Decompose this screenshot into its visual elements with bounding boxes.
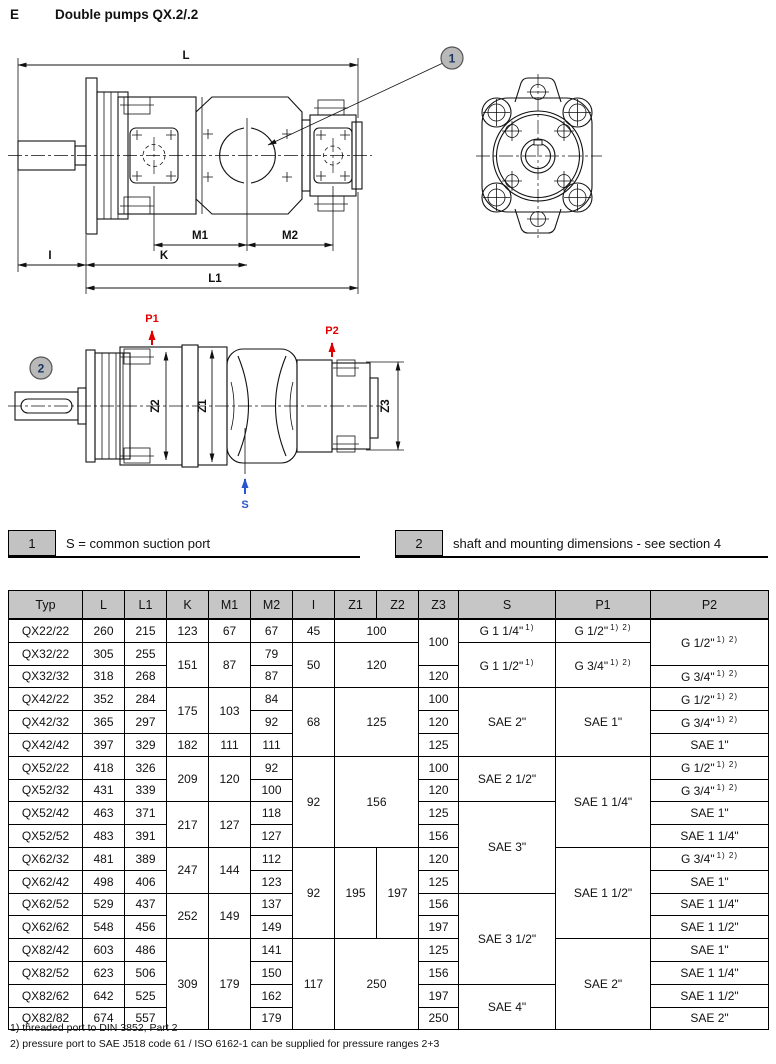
table-cell: 100: [335, 619, 419, 642]
table-cell: 125: [419, 802, 459, 825]
table-cell: 352: [83, 688, 125, 711]
table-cell: 84: [251, 688, 293, 711]
table-cell: 326: [125, 756, 167, 779]
table-cell: 674: [83, 1007, 125, 1030]
table-cell: SAE 1": [651, 802, 769, 825]
footnote-2: 2) pressure port to SAE J518 code 61 / ISO 6162-1 can be supplied for pressure ranges 2+3: [10, 1038, 440, 1050]
table-cell: 100: [419, 756, 459, 779]
table-cell: 197: [377, 847, 419, 938]
col-header-m1: M1: [209, 591, 251, 620]
table-cell: 486: [125, 939, 167, 962]
table-cell: SAE 1 1/2": [651, 984, 769, 1007]
table-cell: SAE 2": [459, 688, 556, 756]
table-cell: 371: [125, 802, 167, 825]
table-cell: 141: [251, 939, 293, 962]
col-header-p1: P1: [556, 591, 651, 620]
col-header-p2: P2: [651, 591, 769, 620]
footnotes: [10, 1020, 439, 1052]
table-cell: 123: [167, 619, 209, 642]
table-cell: 156: [335, 756, 419, 847]
table-cell: 156: [419, 893, 459, 916]
table-cell: G 1/2" $^{1) 2)}$: [556, 619, 651, 642]
footnote-marker: 1) 2): [610, 623, 632, 633]
section-letter: E: [10, 7, 20, 22]
col-header-l: L: [83, 591, 125, 620]
table-row: [9, 688, 769, 711]
table-cell: 100: [419, 688, 459, 711]
table-cell: 255: [125, 642, 167, 665]
table-cell: QX52/22: [9, 756, 83, 779]
dim-label-Z3: Z3: [380, 399, 392, 413]
table-cell: 92: [293, 756, 335, 847]
table-cell: SAE 3": [459, 802, 556, 893]
callout-1: [268, 47, 463, 145]
footnote-marker: 1) 2): [716, 634, 739, 644]
callout-2-number: 2: [37, 361, 45, 376]
footnote-marker: 1) 2): [716, 760, 739, 770]
col-header-typ: Typ: [9, 591, 83, 620]
table-cell: G 3/4" $^{1) 2)}$: [651, 779, 769, 802]
corner-bolt-holes: [483, 99, 591, 211]
port-label-P1: P1: [145, 313, 159, 325]
doc-header: [10, 7, 198, 22]
table-cell: QX22/22: [9, 619, 83, 642]
table-cell: 525: [125, 984, 167, 1007]
table-cell: 329: [125, 733, 167, 756]
table-cell: 498: [83, 870, 125, 893]
table-cell: 179: [209, 939, 251, 1030]
table-cell: 195: [335, 847, 377, 938]
table-cell: 67: [251, 619, 293, 642]
dim-label-M1: M1: [192, 230, 208, 242]
table-cell: 87: [251, 665, 293, 688]
table-cell: SAE 1 1/4": [651, 825, 769, 848]
table-cell: 623: [83, 961, 125, 984]
table-cell: 529: [83, 893, 125, 916]
table-cell: SAE 1": [556, 688, 651, 756]
table-cell: SAE 1 1/2": [556, 847, 651, 938]
table-cell: 297: [125, 711, 167, 734]
table-cell: 260: [83, 619, 125, 642]
table-row: [9, 939, 769, 962]
col-header-l1: L1: [125, 591, 167, 620]
table-cell: 252: [167, 893, 209, 939]
table-cell: 397: [83, 733, 125, 756]
table-cell: G 1/2" $^{1) 2)}$: [651, 756, 769, 779]
table-cell: QX62/42: [9, 870, 83, 893]
table-cell: G 3/4" $^{1) 2)}$: [651, 847, 769, 870]
table-cell: 92: [251, 756, 293, 779]
table-cell: 125: [419, 733, 459, 756]
table-cell: SAE 2": [556, 939, 651, 1030]
suction-port-arrow: [241, 428, 248, 511]
table-cell: 144: [209, 847, 251, 893]
table-cell: 197: [419, 984, 459, 1007]
table-cell: 127: [251, 825, 293, 848]
col-header-k: K: [167, 591, 209, 620]
table-cell: 418: [83, 756, 125, 779]
table-cell: 149: [209, 893, 251, 939]
table-cell: 406: [125, 870, 167, 893]
table-cell: SAE 1": [651, 939, 769, 962]
col-header-z1: Z1: [335, 591, 377, 620]
col-header-m2: M2: [251, 591, 293, 620]
legend-1: [8, 530, 360, 558]
table-cell: QX52/32: [9, 779, 83, 802]
table-cell: SAE 1 1/2": [651, 916, 769, 939]
port-label-S: S: [241, 499, 249, 511]
table-cell: 92: [293, 847, 335, 938]
legend-1-text: S = common suction port: [66, 535, 211, 551]
table-cell: 120: [209, 756, 251, 802]
table-cell: 111: [209, 733, 251, 756]
table-cell: G 1 1/2" $^{1)}$: [459, 642, 556, 688]
callout-1-number: 1: [448, 51, 456, 66]
table-cell: G 1/2" $^{1) 2)}$: [651, 688, 769, 711]
keyway-notch: [534, 140, 542, 145]
dim-label-L1: L1: [208, 273, 222, 285]
table-cell: QX82/62: [9, 984, 83, 1007]
table-cell: 182: [167, 733, 209, 756]
table-cell: 309: [167, 939, 209, 1030]
table-cell: SAE 2 1/2": [459, 756, 556, 802]
col-header-i: I: [293, 591, 335, 620]
table-cell: 68: [293, 688, 335, 756]
table-cell: 215: [125, 619, 167, 642]
table-cell: G 1/2" $^{1) 2)}$: [651, 619, 769, 665]
table-cell: 197: [419, 916, 459, 939]
mounting-flange-front-view: [476, 74, 602, 238]
footnote-marker: 1) 2): [716, 782, 739, 792]
table-cell: 557: [125, 1007, 167, 1030]
table-cell: 150: [251, 961, 293, 984]
table-cell: G 1 1/4" $^{1)}$: [459, 619, 556, 642]
table-cell: 305: [83, 642, 125, 665]
table-cell: QX82/82: [9, 1007, 83, 1030]
legend-2-text: shaft and mounting dimensions - see section 4: [453, 535, 722, 551]
footnote-marker: 1) 2): [716, 668, 739, 678]
table-row: [9, 847, 769, 870]
table-cell: 483: [83, 825, 125, 848]
pump-port-view-drawing: [0, 300, 460, 525]
table-cell: 318: [83, 665, 125, 688]
table-cell: 217: [167, 802, 209, 848]
table-cell: 120: [335, 642, 419, 688]
table-cell: 100: [251, 779, 293, 802]
table-cell: 162: [251, 984, 293, 1007]
table-cell: 209: [167, 756, 209, 802]
table-cell: SAE 1": [651, 870, 769, 893]
table-cell: SAE 3 1/2": [459, 893, 556, 984]
table-cell: 112: [251, 847, 293, 870]
table-header-row: [9, 591, 769, 620]
table-cell: 603: [83, 939, 125, 962]
table-cell: 389: [125, 847, 167, 870]
table-cell: SAE 1 1/4": [651, 893, 769, 916]
table-row: [9, 756, 769, 779]
table-cell: QX32/22: [9, 642, 83, 665]
dim-label-K: K: [159, 250, 169, 262]
table-cell: 118: [251, 802, 293, 825]
table-row: [9, 619, 769, 642]
table-cell: 120: [419, 779, 459, 802]
pump-side-view-drawing: [0, 40, 776, 305]
table-cell: 506: [125, 961, 167, 984]
table-cell: 92: [251, 711, 293, 734]
table-cell: 247: [167, 847, 209, 893]
col-header-z2: Z2: [377, 591, 419, 620]
table-cell: G 3/4" $^{1) 2)}$: [651, 665, 769, 688]
table-cell: 250: [419, 1007, 459, 1030]
table-cell: 151: [167, 642, 209, 688]
table-cell: 120: [419, 711, 459, 734]
table-cell: SAE 1 1/4": [556, 756, 651, 847]
dimension-lines: [18, 50, 358, 294]
table-cell: QX62/62: [9, 916, 83, 939]
table-cell: G 3/4" $^{1) 2)}$: [556, 642, 651, 688]
footnote-marker: 1) 2): [716, 691, 739, 701]
port-label-P2: P2: [325, 325, 339, 337]
pressure-port-1-arrow: [145, 313, 158, 345]
table-cell: 67: [209, 619, 251, 642]
callout-2: [30, 357, 52, 379]
table-cell: 437: [125, 893, 167, 916]
dim-label-I: I: [48, 250, 52, 262]
table-cell: QX42/32: [9, 711, 83, 734]
dimension-table: [8, 590, 769, 1030]
table-cell: 548: [83, 916, 125, 939]
table-cell: 339: [125, 779, 167, 802]
footnote-marker: 1) 2): [610, 657, 632, 667]
table-cell: 156: [419, 961, 459, 984]
table-cell: 45: [293, 619, 335, 642]
table-cell: 125: [419, 939, 459, 962]
dim-label-Z2: Z2: [150, 399, 162, 413]
table-cell: G 3/4" $^{1) 2)}$: [651, 711, 769, 734]
dim-label-M2: M2: [282, 230, 298, 242]
table-cell: 284: [125, 688, 167, 711]
table-cell: QX42/42: [9, 733, 83, 756]
table-cell: 431: [83, 779, 125, 802]
table-cell: 103: [209, 688, 251, 734]
table-cell: QX82/42: [9, 939, 83, 962]
table-cell: 50: [293, 642, 335, 688]
footnote-marker: 1) 2): [716, 714, 739, 724]
footnote-1: 1) threaded port to DIN 3852, Part 2: [10, 1022, 178, 1034]
page-title: Double pumps QX.2/.2: [55, 7, 199, 22]
table-cell: QX52/42: [9, 802, 83, 825]
table-cell: QX42/22: [9, 688, 83, 711]
table-cell: QX82/52: [9, 961, 83, 984]
table-cell: QX32/32: [9, 665, 83, 688]
table-cell: SAE 1 1/4": [651, 961, 769, 984]
table-cell: 268: [125, 665, 167, 688]
pump-body-outline: [18, 78, 362, 234]
footnote-marker: 1): [525, 657, 535, 667]
table-cell: 123: [251, 870, 293, 893]
table-cell: QX52/52: [9, 825, 83, 848]
table-cell: 125: [419, 870, 459, 893]
table-cell: 463: [83, 802, 125, 825]
pressure-port-2-arrow: [325, 325, 338, 357]
legend-1-number: 1: [8, 530, 56, 556]
table-cell: SAE 4": [459, 984, 556, 1030]
table-cell: 79: [251, 642, 293, 665]
table-cell: SAE 2": [651, 1007, 769, 1030]
table-cell: 120: [419, 847, 459, 870]
table-cell: 642: [83, 984, 125, 1007]
table-cell: 111: [251, 733, 293, 756]
table-cell: QX62/52: [9, 893, 83, 916]
table-cell: 179: [251, 1007, 293, 1030]
table-cell: 100: [419, 619, 459, 665]
footnote-marker: 1): [525, 623, 535, 633]
footnote-marker: 1) 2): [716, 851, 739, 861]
table-cell: 149: [251, 916, 293, 939]
table-cell: 117: [293, 939, 335, 1030]
legend-2-number: 2: [395, 530, 443, 556]
table-cell: 125: [335, 688, 419, 756]
table-cell: 175: [167, 688, 209, 734]
table-cell: QX62/32: [9, 847, 83, 870]
table-cell: 481: [83, 847, 125, 870]
dim-label-L: L: [182, 50, 190, 62]
table-cell: SAE 1": [651, 733, 769, 756]
table-cell: 156: [419, 825, 459, 848]
table-cell: 87: [209, 642, 251, 688]
table-cell: 391: [125, 825, 167, 848]
table-cell: 137: [251, 893, 293, 916]
col-header-s: S: [459, 591, 556, 620]
dim-label-Z1: Z1: [197, 399, 209, 413]
legend-2: [395, 530, 768, 558]
col-header-z3: Z3: [419, 591, 459, 620]
table-cell: 250: [335, 939, 419, 1030]
table-cell: 120: [419, 665, 459, 688]
table-cell: 127: [209, 802, 251, 848]
table-cell: 456: [125, 916, 167, 939]
table-cell: 365: [83, 711, 125, 734]
